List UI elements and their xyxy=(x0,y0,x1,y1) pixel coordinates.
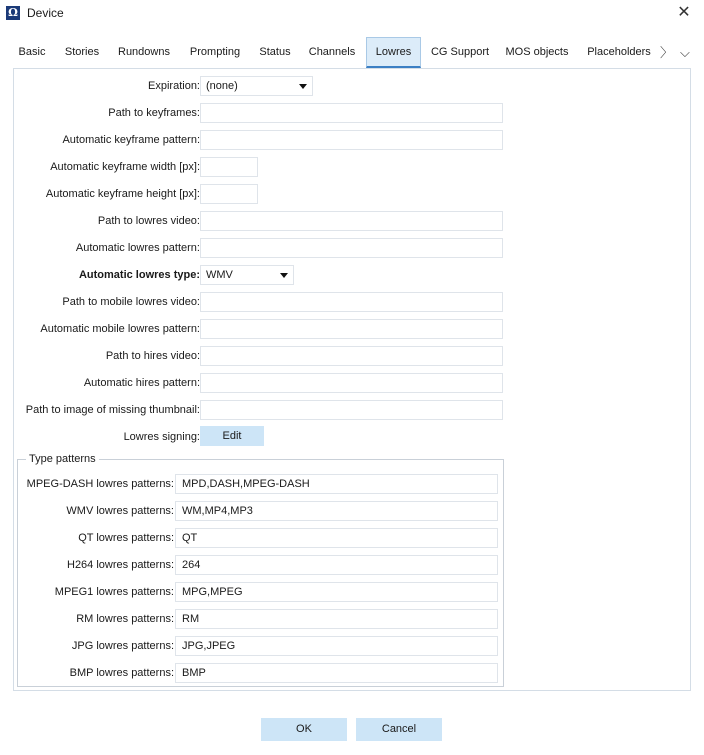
pattern-input[interactable]: WM,MP4,MP3 xyxy=(175,501,498,521)
pattern-row-mpeg-dash xyxy=(18,473,505,495)
auto-keyframe-width-input[interactable] xyxy=(200,157,258,177)
pattern-label: H264 lowres patterns: xyxy=(67,559,174,571)
pattern-row-jpg xyxy=(18,635,505,657)
pattern-row-mpeg1 xyxy=(18,581,505,603)
tab-basic[interactable]: Basic xyxy=(18,46,46,58)
path-missing-thumbnail-row xyxy=(14,399,692,421)
pattern-input[interactable]: MPG,MPEG xyxy=(175,582,498,602)
auto-mobile-lowres-pattern-input[interactable] xyxy=(200,319,503,339)
tab-cg-support[interactable]: CG Support xyxy=(430,46,490,58)
expiration-value: (none) xyxy=(206,80,238,92)
tab-status[interactable]: Status xyxy=(259,46,291,58)
pattern-label: MPEG1 lowres patterns: xyxy=(54,586,174,598)
lowres-signing-label: Lowres signing: xyxy=(123,431,200,443)
lowres-signing-row xyxy=(14,426,692,448)
auto-keyframe-height-label: Automatic keyframe height [px]: xyxy=(45,188,200,200)
chevron-down-icon[interactable]: ⌵ xyxy=(680,45,690,60)
cancel-button[interactable]: Cancel xyxy=(356,718,442,741)
path-mobile-lowres-input[interactable] xyxy=(200,292,503,312)
pattern-input[interactable]: RM xyxy=(175,609,498,629)
auto-lowres-type-value: WMV xyxy=(206,269,233,281)
auto-lowres-type-select[interactable] xyxy=(200,265,294,285)
tab-stories[interactable]: Stories xyxy=(64,46,100,58)
pattern-label: BMP lowres patterns: xyxy=(69,667,174,679)
tab-lowres[interactable]: Lowres xyxy=(366,37,421,68)
lowres-panel xyxy=(13,68,691,691)
auto-keyframe-height-row xyxy=(14,183,692,205)
tab-channels[interactable]: Channels xyxy=(308,46,356,58)
tab-placeholders[interactable]: Placeholders xyxy=(587,46,651,58)
auto-lowres-type-row xyxy=(14,264,692,286)
path-keyframes-input[interactable] xyxy=(200,103,503,123)
auto-keyframe-pattern-row xyxy=(14,129,692,151)
pattern-input[interactable]: MPD,DASH,MPEG-DASH xyxy=(175,474,498,494)
auto-mobile-lowres-pattern-row xyxy=(14,318,692,340)
auto-keyframe-pattern-label: Automatic keyframe pattern: xyxy=(62,134,200,146)
pattern-row-rm xyxy=(18,608,505,630)
dropdown-arrow-icon xyxy=(280,273,288,278)
tab-bar xyxy=(0,37,704,68)
tab-mos-objects[interactable]: MOS objects xyxy=(505,46,569,58)
path-lowres-video-input[interactable] xyxy=(200,211,503,231)
tab-prompting[interactable]: Prompting xyxy=(189,46,241,58)
window-title: Device xyxy=(27,6,64,20)
pattern-row-bmp xyxy=(18,662,505,684)
path-lowres-video-row xyxy=(14,210,692,232)
pattern-row-h264 xyxy=(18,554,505,576)
expiration-label: Expiration: xyxy=(148,80,200,92)
auto-lowres-pattern-label: Automatic lowres pattern: xyxy=(75,242,200,254)
pattern-label: QT lowres patterns: xyxy=(78,532,174,544)
pattern-input[interactable]: BMP xyxy=(175,663,498,683)
tab-rundowns[interactable]: Rundowns xyxy=(118,46,170,58)
ok-button[interactable]: OK xyxy=(261,718,347,741)
pattern-label: JPG lowres patterns: xyxy=(71,640,174,652)
pattern-input[interactable]: 264 xyxy=(175,555,498,575)
auto-hires-pattern-row xyxy=(14,372,692,394)
type-patterns-title: Type patterns xyxy=(26,452,99,466)
pattern-label: MPEG-DASH lowres patterns: xyxy=(26,478,174,490)
path-keyframes-row xyxy=(14,102,692,124)
path-mobile-lowres-label: Path to mobile lowres video: xyxy=(62,296,200,308)
path-hires-video-label: Path to hires video: xyxy=(105,350,200,362)
pattern-label: RM lowres patterns: xyxy=(76,613,174,625)
path-mobile-lowres-row xyxy=(14,291,692,313)
path-hires-video-input[interactable] xyxy=(200,346,503,366)
auto-mobile-lowres-pattern-label: Automatic mobile lowres pattern: xyxy=(40,323,200,335)
lowres-signing-edit-button[interactable]: Edit xyxy=(200,426,264,446)
path-hires-video-row xyxy=(14,345,692,367)
auto-lowres-pattern-input[interactable] xyxy=(200,238,503,258)
auto-keyframe-pattern-input[interactable] xyxy=(200,130,503,150)
auto-hires-pattern-label: Automatic hires pattern: xyxy=(83,377,200,389)
omega-icon: Ω xyxy=(6,6,20,20)
pattern-label: WMV lowres patterns: xyxy=(66,505,174,517)
dropdown-arrow-icon xyxy=(299,84,307,89)
path-missing-thumbnail-input[interactable] xyxy=(200,400,503,420)
close-icon[interactable]: ✕ xyxy=(677,4,691,21)
expiration-row xyxy=(14,75,692,97)
path-keyframes-label: Path to keyframes: xyxy=(108,107,200,119)
pattern-row-wmv xyxy=(18,500,505,522)
chevron-right-icon[interactable]: 〉 xyxy=(660,45,674,60)
auto-keyframe-width-label: Automatic keyframe width [px]: xyxy=(50,161,200,173)
auto-keyframe-height-input[interactable] xyxy=(200,184,258,204)
path-lowres-video-label: Path to lowres video: xyxy=(97,215,200,227)
title-bar xyxy=(0,0,704,28)
auto-lowres-type-label: Automatic lowres type: xyxy=(78,269,200,281)
pattern-row-qt xyxy=(18,527,505,549)
pattern-input[interactable]: JPG,JPEG xyxy=(175,636,498,656)
auto-keyframe-width-row xyxy=(14,156,692,178)
auto-hires-pattern-input[interactable] xyxy=(200,373,503,393)
expiration-select[interactable] xyxy=(200,76,313,96)
path-missing-thumbnail-label: Path to image of missing thumbnail: xyxy=(25,404,200,416)
pattern-input[interactable]: QT xyxy=(175,528,498,548)
auto-lowres-pattern-row xyxy=(14,237,692,259)
type-patterns-group xyxy=(17,453,504,687)
